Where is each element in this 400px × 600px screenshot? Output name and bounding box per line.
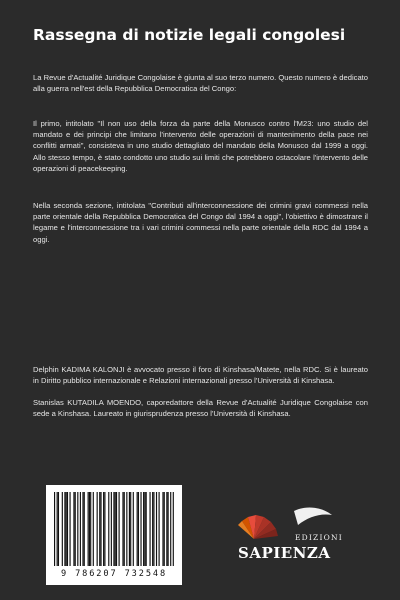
isbn-digits: 9 786207 732548	[60, 569, 168, 579]
isbn-barcode	[46, 485, 182, 585]
first-section-paragraph: Il primo, intitolato "Il non uso della forza da parte della Monusco contro l'M23: uno studio del mandato e dei principi che limitano l'intervento delle operazioni di mantenimento della pace nei conflitti armati", consisteva in uno studio dettagliato del mandato della Monusco dal 1999 a oggi. Allo stesso tempo, è stato condotto uno studio sui limiti che potrebbero ostacolare l'intervento delle operazioni di peacekeeping.	[33, 119, 368, 173]
publisher-logo	[236, 505, 366, 565]
publisher-edizioni: EDIZIONI	[295, 533, 343, 542]
intro-paragraph: La Revue d'Actualité Juridique Congolaise è giunta al suo terzo numero. Questo numero è dedicato alla guerra nell'est della Repubblica Democratica del Congo:	[33, 73, 368, 94]
book-title: Rassegna di notizie legali congolesi	[33, 26, 346, 44]
second-section-paragraph: Nella seconda sezione, intitolata "Contributi all'interconnessione dei crimini gravi commessi nella parte orientale della Repubblica Democratica del Congo dal 1994 a oggi", l'obiettivo è dimostrare il legame e l'interconnessione tra i vari crimini commessi nella parte orientale della RDC dal 1994 a oggi.	[33, 201, 368, 244]
author-bio-kutadila: Stanislas KUTADILA MOENDO, caporedattore della Revue d'Actualité Juridique Congolaise con sede a Kinshasa. Laureato in giurisprudenza presso l'Università di Kinshasa.	[33, 398, 368, 419]
author-bio-kadima: Delphin KADIMA KALONJI è avvocato presso il foro di Kinshasa/Matete, nella RDC. Si è laureato in Diritto pubblico internazionale e Relazioni internazionali presso l'Università di Kinshasa.	[33, 365, 368, 386]
publisher-name: SAPIENZA	[238, 544, 331, 562]
barcode-bars	[54, 492, 174, 566]
